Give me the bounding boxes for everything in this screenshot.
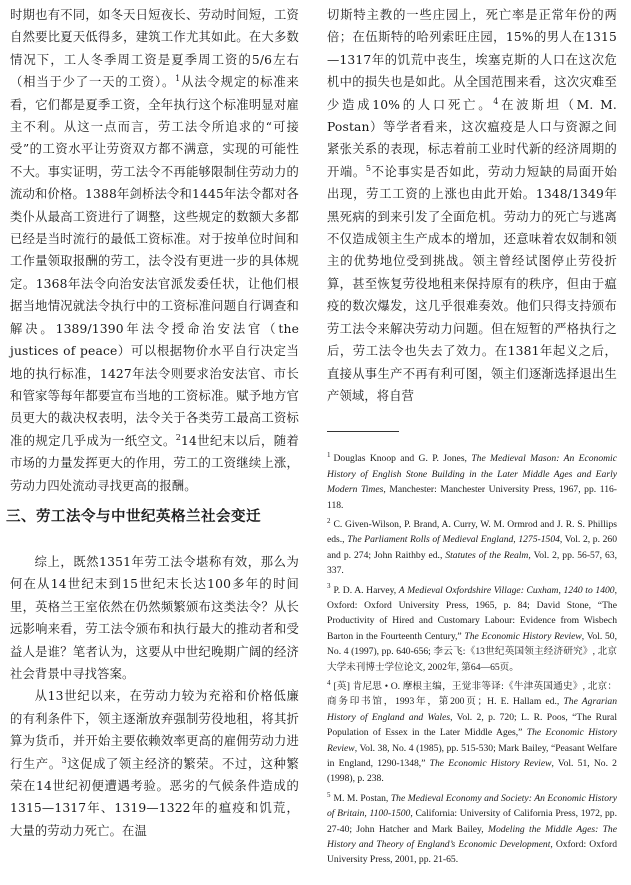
footnote bbox=[327, 791, 617, 868]
footnote-number: 1 bbox=[327, 451, 331, 460]
body-paragraph: 综上，既然1351年劳工法令堪称有效，那么为何在从14世纪末到15世纪末长达100多年的时间里，英格兰王室依然在仍然频繁颁布这类法令？从长远影响来看，劳工法令颁布和执行最大的推动者和受益人是谁？笔者认为，这要从中世纪晚期广阔的经济社会背景中寻找答案。 bbox=[10, 554, 299, 681]
text-run: 不论事实是否如此，劳动力短缺的局面开始出现，劳工工资的上涨也由此开始。1348/1349年黑死病的到来引发了全面危机。劳动力的死亡与逃离不仅造成领主生产成本的增加，还意味着农奴制和领主的优势地位受到挑战。领主曾经试图停止劳役折算，甚至恢复劳役地租来保持原有的秩序，但由于瘟疫的数次爆发，这几乎很难奏效。他们只得支持颁布劳工法令来解决劳动力问题。但在短暂的严格执行之后，劳工法令也失去了效力。在1381年起义之后，直接从事生产不再有利可图，领主们逐渐选择退出生产领域，将自营 bbox=[327, 164, 617, 403]
footnote-number: 5 bbox=[327, 790, 331, 799]
italic-title: The Economic History Review bbox=[429, 758, 552, 770]
footnote-number: 2 bbox=[327, 516, 331, 525]
italic-title: The Agrarian History of England and Wales bbox=[327, 696, 617, 723]
footnote-ref: 4 bbox=[493, 96, 499, 106]
footnote-ref: 3 bbox=[61, 755, 67, 765]
italic-title: The Economic History Review bbox=[327, 727, 617, 754]
text-run: , Oxford: Oxford University Press, 1965, p. 84; David Stone, “The Productivity of Hired and Customary Labour: Evidence from Wisbech Barton in the Fourteenth Century,” bbox=[327, 584, 617, 642]
footnote-divider bbox=[327, 431, 399, 432]
italic-title: A Medieval Oxfordshire Village: Cuxham, 1240 to 1400 bbox=[398, 584, 615, 596]
text-run: 14世纪末以后，随着市场的力量发挥更大的作用，劳工的工资继续上涨，劳动力四处流动寻找更高的报酬。 bbox=[10, 433, 299, 493]
italic-title: The Medieval Mason: An Economic History of English Stone Building in the Later Middle Ages and Early Modern Times bbox=[327, 453, 617, 496]
text-run: C. Given-Wilson, P. Brand, A. Curry, W. M. Ormrod and J. R. S. Phillips eds., bbox=[327, 518, 617, 546]
italic-title: Modeling the Middle Ages: The History and Theory of England’s Economic Development bbox=[327, 823, 617, 851]
footnote-ref: 5 bbox=[365, 163, 372, 173]
text-run: 在波斯坦（M. M. Postan）等学者看来，这次瘟疫是人口与资源之间紧张关系的表现，标志着前工业时代新的经济周期的开端。 bbox=[327, 97, 617, 179]
section-heading: 三、劳工法令与中世纪英格兰社会变迁 bbox=[6, 507, 261, 525]
footnote bbox=[327, 679, 617, 787]
footnote-ref: 2 bbox=[175, 432, 182, 442]
text-run: 从法令规定的标准来看，它们都是夏季工资，全年执行这个标准明显对雇主不利。从这一点而言，劳工法令所追求的“可接受”的工资水平让劳资双方都不满意，实现的可能性不大。事实证明，劳工法令不再能够限制住劳动力的流动和价格。1388年剑桥法令和1445年法令都对各类仆从最高工资进行了调整，这些规定的数额大多都已经是当时流行的最低工资标准。对于按单位时间和工作量领取报酬的劳工，法令没有更进一步的具体规定。1368年法令向治安法官派发委任状，让他们根据当地情况就法令执行中的工资标准问题自行调查和解决。1389/1390年法令授命治安法官（the justices of peace）可以根据物价水平自行决定当地的执行标准，1427年法令则要求治安法官、市长和管家等每年都要宣布当地的工资标准。赋予地方官员更大的裁决权表明，法令关于各类劳工最高工资标准的规定几乎成为一纸空文。 bbox=[10, 75, 299, 448]
text-run: P. D. A. Harvey, bbox=[333, 584, 399, 596]
text-run: [英] 肯尼思 • O. 摩根主编，王觉非等译:《牛津英国通史》, 北京：商务印书馆，1993年，第200页；H. E. Hallam ed., bbox=[327, 681, 617, 708]
body-paragraph bbox=[10, 685, 299, 842]
text-run: , Manchester: Manchester University Press, 1967, pp. 116-118. bbox=[327, 484, 617, 511]
footnote-number: 4 bbox=[327, 678, 331, 687]
body-paragraph bbox=[10, 4, 299, 497]
left-column bbox=[6, 4, 299, 842]
italic-title: The Economic History Review bbox=[464, 630, 582, 642]
text-run: , Vol. 38, No. 4 (1985), pp. 515-530; Mark Bailey, “Peasant Welfare in England, 1290-1348,” bbox=[327, 742, 617, 770]
footnote bbox=[327, 451, 617, 513]
text-run: Douglas Knoop and G. P. Jones, bbox=[333, 453, 472, 465]
footnote-ref: 1 bbox=[175, 74, 181, 84]
footnote bbox=[327, 583, 617, 675]
text-run: 切斯特主教的一些庄园上，死亡率是正常年份的两倍；在伍斯特的哈列索旺庄园，15%的男人在1315—1317年的饥荒中丧生，埃塞克斯的人口在这次危机中的损失也是如此。从全国范围来看，这次灾难至少造成10%的人口死亡。 bbox=[327, 8, 617, 112]
footnote-number: 3 bbox=[327, 582, 331, 591]
text-run: , Vol. 2, p. 260 and p. 274; John Raithby ed., bbox=[327, 534, 617, 561]
body-paragraph bbox=[327, 4, 617, 407]
text-run: , Vol. 2, pp. 56-57, 63, 337. bbox=[327, 549, 617, 577]
italic-title: The Medieval Economy and Society: An Economic History of Britain, 1100-1500 bbox=[327, 792, 617, 820]
italic-title: Statutes of the Realm bbox=[445, 549, 529, 561]
text-run: M. M. Postan, bbox=[333, 792, 391, 804]
italic-title: The Parliament Rolls of Medieval England, 1275-1504 bbox=[347, 534, 560, 546]
right-column bbox=[327, 4, 617, 872]
text-run: , California: University of California Press, 1972, pp. 27-40; John Hatcher and Mark Bailey, bbox=[327, 808, 618, 835]
footnote bbox=[327, 517, 617, 579]
text-run: 从13世纪以来，在劳动力较为充裕和价格低廉的有利条件下，领主逐渐放弃强制劳役地租，将其折算为货币，并开始主要依赖效率更高的雇佣劳动力进行生产。 bbox=[10, 689, 299, 771]
text-run: 这促成了领主经济的繁荣。不过，这种繁荣在14世纪初便遭遇考验。恶劣的气候条件造成的1315—1317年、1319—1322年的瘟疫和饥荒，大量的劳动力死亡。在温 bbox=[10, 756, 299, 838]
text-run: 时期也有不同，如冬天日短夜长、劳动时间短，工资自然要比夏天低得多，建筑工作尤其如此。在大多数情况下，工人冬季周工资是夏季周工资的5/6左右（相当于少了一天的工资）。 bbox=[10, 8, 299, 90]
footnotes bbox=[327, 451, 617, 868]
text-run: , Oxford: Oxford University Press, 2001, pp. 21-65. bbox=[327, 839, 617, 866]
text-run: , Vol. 51, No. 2 (1998), p. 238. bbox=[327, 758, 617, 785]
text-run: , Vol. 50, No. 4 (1997), pp. 640-656; 李云飞:《13世纪英国领主经济研究》, 北京大学未刊博士学位论文, 2002年, 第64—65页。 bbox=[327, 630, 617, 673]
text-run: , Vol. 2, p. 720; L. R. Poos, “The Rural Population of Essex in the Later Middle Ages,” bbox=[327, 711, 617, 739]
